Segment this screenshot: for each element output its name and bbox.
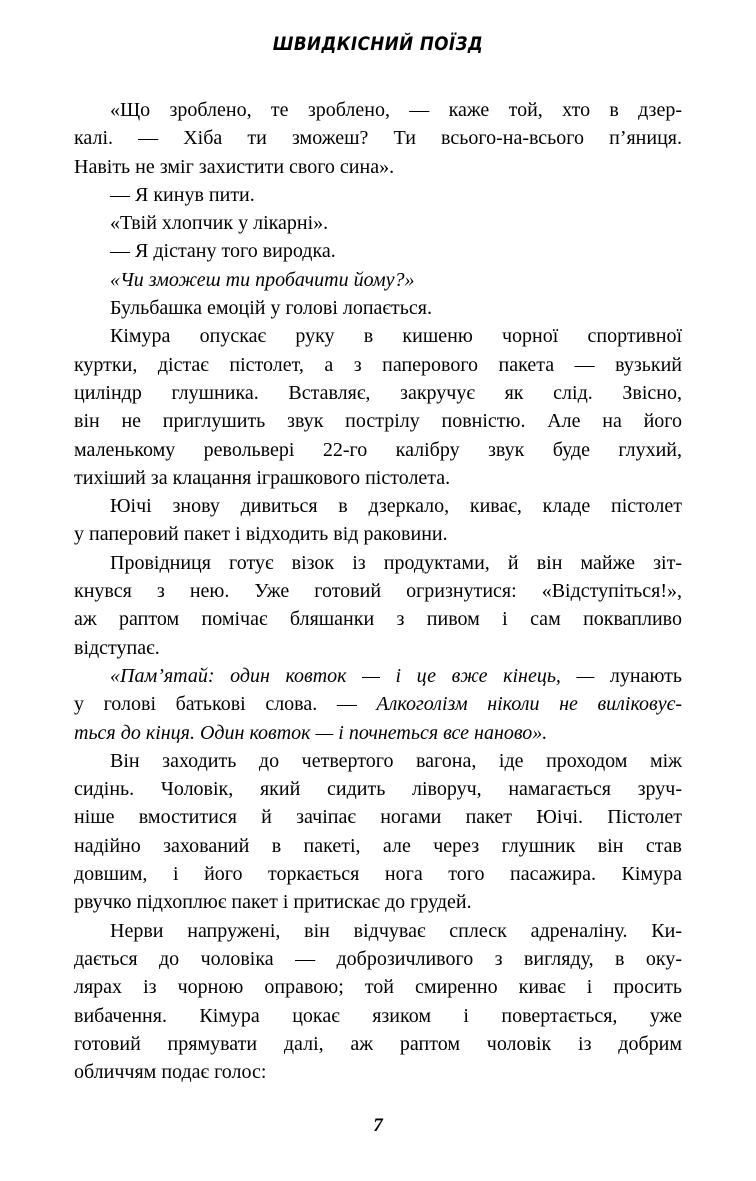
text-line — [74, 577, 682, 605]
text-run: сидінь. Чоловік, який сидить ліворуч, намагається зруч- — [74, 778, 682, 801]
text-run: у паперовий пакет і відходить від раковини. — [74, 523, 448, 546]
text-run: кнувся з нею. Уже готовий огризнутися: «Відступіться!», — [74, 580, 682, 603]
text-run: «Твій хлопчик у лікарні». — [110, 212, 329, 235]
paragraph — [74, 294, 682, 322]
text-run: лярах із чорною оправою; той смиренно киває і просить — [74, 976, 682, 999]
text-line — [74, 605, 682, 633]
text-run: вибачення. Кімура цокає язиком і повертається, уже — [74, 1004, 682, 1027]
text-run: Навіть не зміг захистити свого сина». — [74, 155, 395, 178]
text-run: обличчям подає голос: — [74, 1061, 267, 1084]
paragraph — [74, 747, 682, 917]
text-run: тихіший за клацання іграшкового пістолета. — [74, 466, 451, 489]
text-run: «Що зроблено, те зроблено, — каже той, хто в дзер- — [110, 99, 682, 121]
text-line — [74, 634, 682, 662]
italic-text-run: «Пам’ятай: один ковток — і це вже кінець, — — [110, 664, 610, 687]
text-line — [74, 407, 682, 435]
text-run: він не приглушить звук пострілу повністю. Але на його — [74, 410, 682, 433]
text-line — [74, 917, 682, 945]
text-line — [74, 662, 682, 690]
text-line — [74, 945, 682, 973]
italic-text-run: ться до кінця. Один ковток — і почнеться все наново». — [74, 721, 548, 744]
text-run: калі. — Хіба ти зможеш? Ти всього-на-всього п’яниця. — [74, 127, 682, 150]
text-run: рвучко підхоплює пакет і притискає до грудей. — [74, 891, 472, 914]
text-run: Провідниця готує візок із продуктами, й він майже зіт- — [110, 551, 682, 574]
text-line — [74, 719, 682, 747]
text-line — [74, 379, 682, 407]
text-run: циліндр глушника. Вставляє, закручує як слід. Звісно, — [74, 381, 682, 404]
italic-text-run: «Чи зможеш ти пробачити йому?» — [110, 268, 415, 291]
text-line — [74, 549, 682, 577]
paragraph — [74, 237, 682, 265]
text-line — [74, 803, 682, 831]
italic-text-run: Алкоголізм ніколи не виліковує- — [376, 693, 682, 716]
paragraph — [74, 322, 682, 492]
paragraph — [74, 181, 682, 209]
text-line — [74, 775, 682, 803]
text-run: ніше вмоститися й зачіпає ногами пакет Юічі. Пістолет — [74, 806, 682, 829]
paragraph — [74, 492, 682, 549]
text-run: у голові батькові слова. — — [74, 693, 377, 716]
text-run: аж раптом помічає бляшанки з пивом і сам поквапливо — [74, 608, 682, 631]
text-line — [74, 492, 682, 520]
text-line — [74, 237, 682, 265]
text-line — [74, 1030, 682, 1058]
text-line — [74, 153, 682, 181]
text-run: Нерви напружені, він відчуває сплеск адреналіну. Ки- — [110, 919, 682, 942]
paragraph — [74, 549, 682, 662]
text-run: маленькому револьвері 22-го калібру звук буде глухий, — [74, 438, 682, 461]
page-number: 7 — [373, 1115, 383, 1136]
text-line — [74, 832, 682, 860]
text-line — [74, 464, 682, 492]
paragraph — [74, 209, 682, 237]
text-line — [74, 266, 682, 294]
paragraph — [74, 266, 682, 294]
text-run: — Я кинув пити. — [110, 183, 255, 206]
text-run: лунають — [609, 664, 682, 687]
text-run: дається до чоловіка — доброзичливого з вигляду, в оку- — [74, 947, 682, 970]
text-line — [74, 209, 682, 237]
text-run: куртки, дістає пістолет, а з паперового пакета — вузький — [74, 353, 682, 376]
text-line — [74, 747, 682, 775]
text-line — [74, 181, 682, 209]
text-run: готовий прямувати далі, аж раптом чоловік із добрим — [74, 1032, 682, 1055]
text-line — [74, 124, 682, 152]
text-line — [74, 690, 682, 718]
text-run: надійно захований в пакеті, але через глушник він став — [74, 834, 682, 857]
text-run: — Я дістану того виродка. — [110, 240, 336, 263]
text-run: Бульбашка емоцій у голові лопається. — [110, 297, 432, 320]
text-run: Він заходить до четвертого вагона, іде проходом між — [110, 749, 682, 772]
paragraph — [74, 96, 682, 181]
text-run: довшим, і його торкається нога того пасажира. Кімура — [74, 863, 682, 886]
text-line — [74, 351, 682, 379]
paragraph — [74, 662, 682, 747]
text-line — [74, 322, 682, 350]
text-run: Кімура опускає руку в кишеню чорної спортивної — [110, 325, 682, 348]
text-line — [74, 973, 682, 1001]
text-line — [74, 436, 682, 464]
text-line — [74, 96, 682, 124]
text-line — [74, 294, 682, 322]
text-line — [74, 520, 682, 548]
running-head: ШВИДКІСНИЙ ПОЇЗД — [272, 33, 484, 55]
text-line — [74, 1002, 682, 1030]
text-line — [74, 1058, 682, 1086]
paragraph — [74, 917, 682, 1087]
body-text — [74, 96, 682, 1086]
text-line — [74, 860, 682, 888]
text-run: Юічі знову дивиться в дзеркало, киває, кладе пістолет — [110, 495, 682, 518]
text-run: відступає. — [74, 636, 160, 659]
text-line — [74, 888, 682, 916]
